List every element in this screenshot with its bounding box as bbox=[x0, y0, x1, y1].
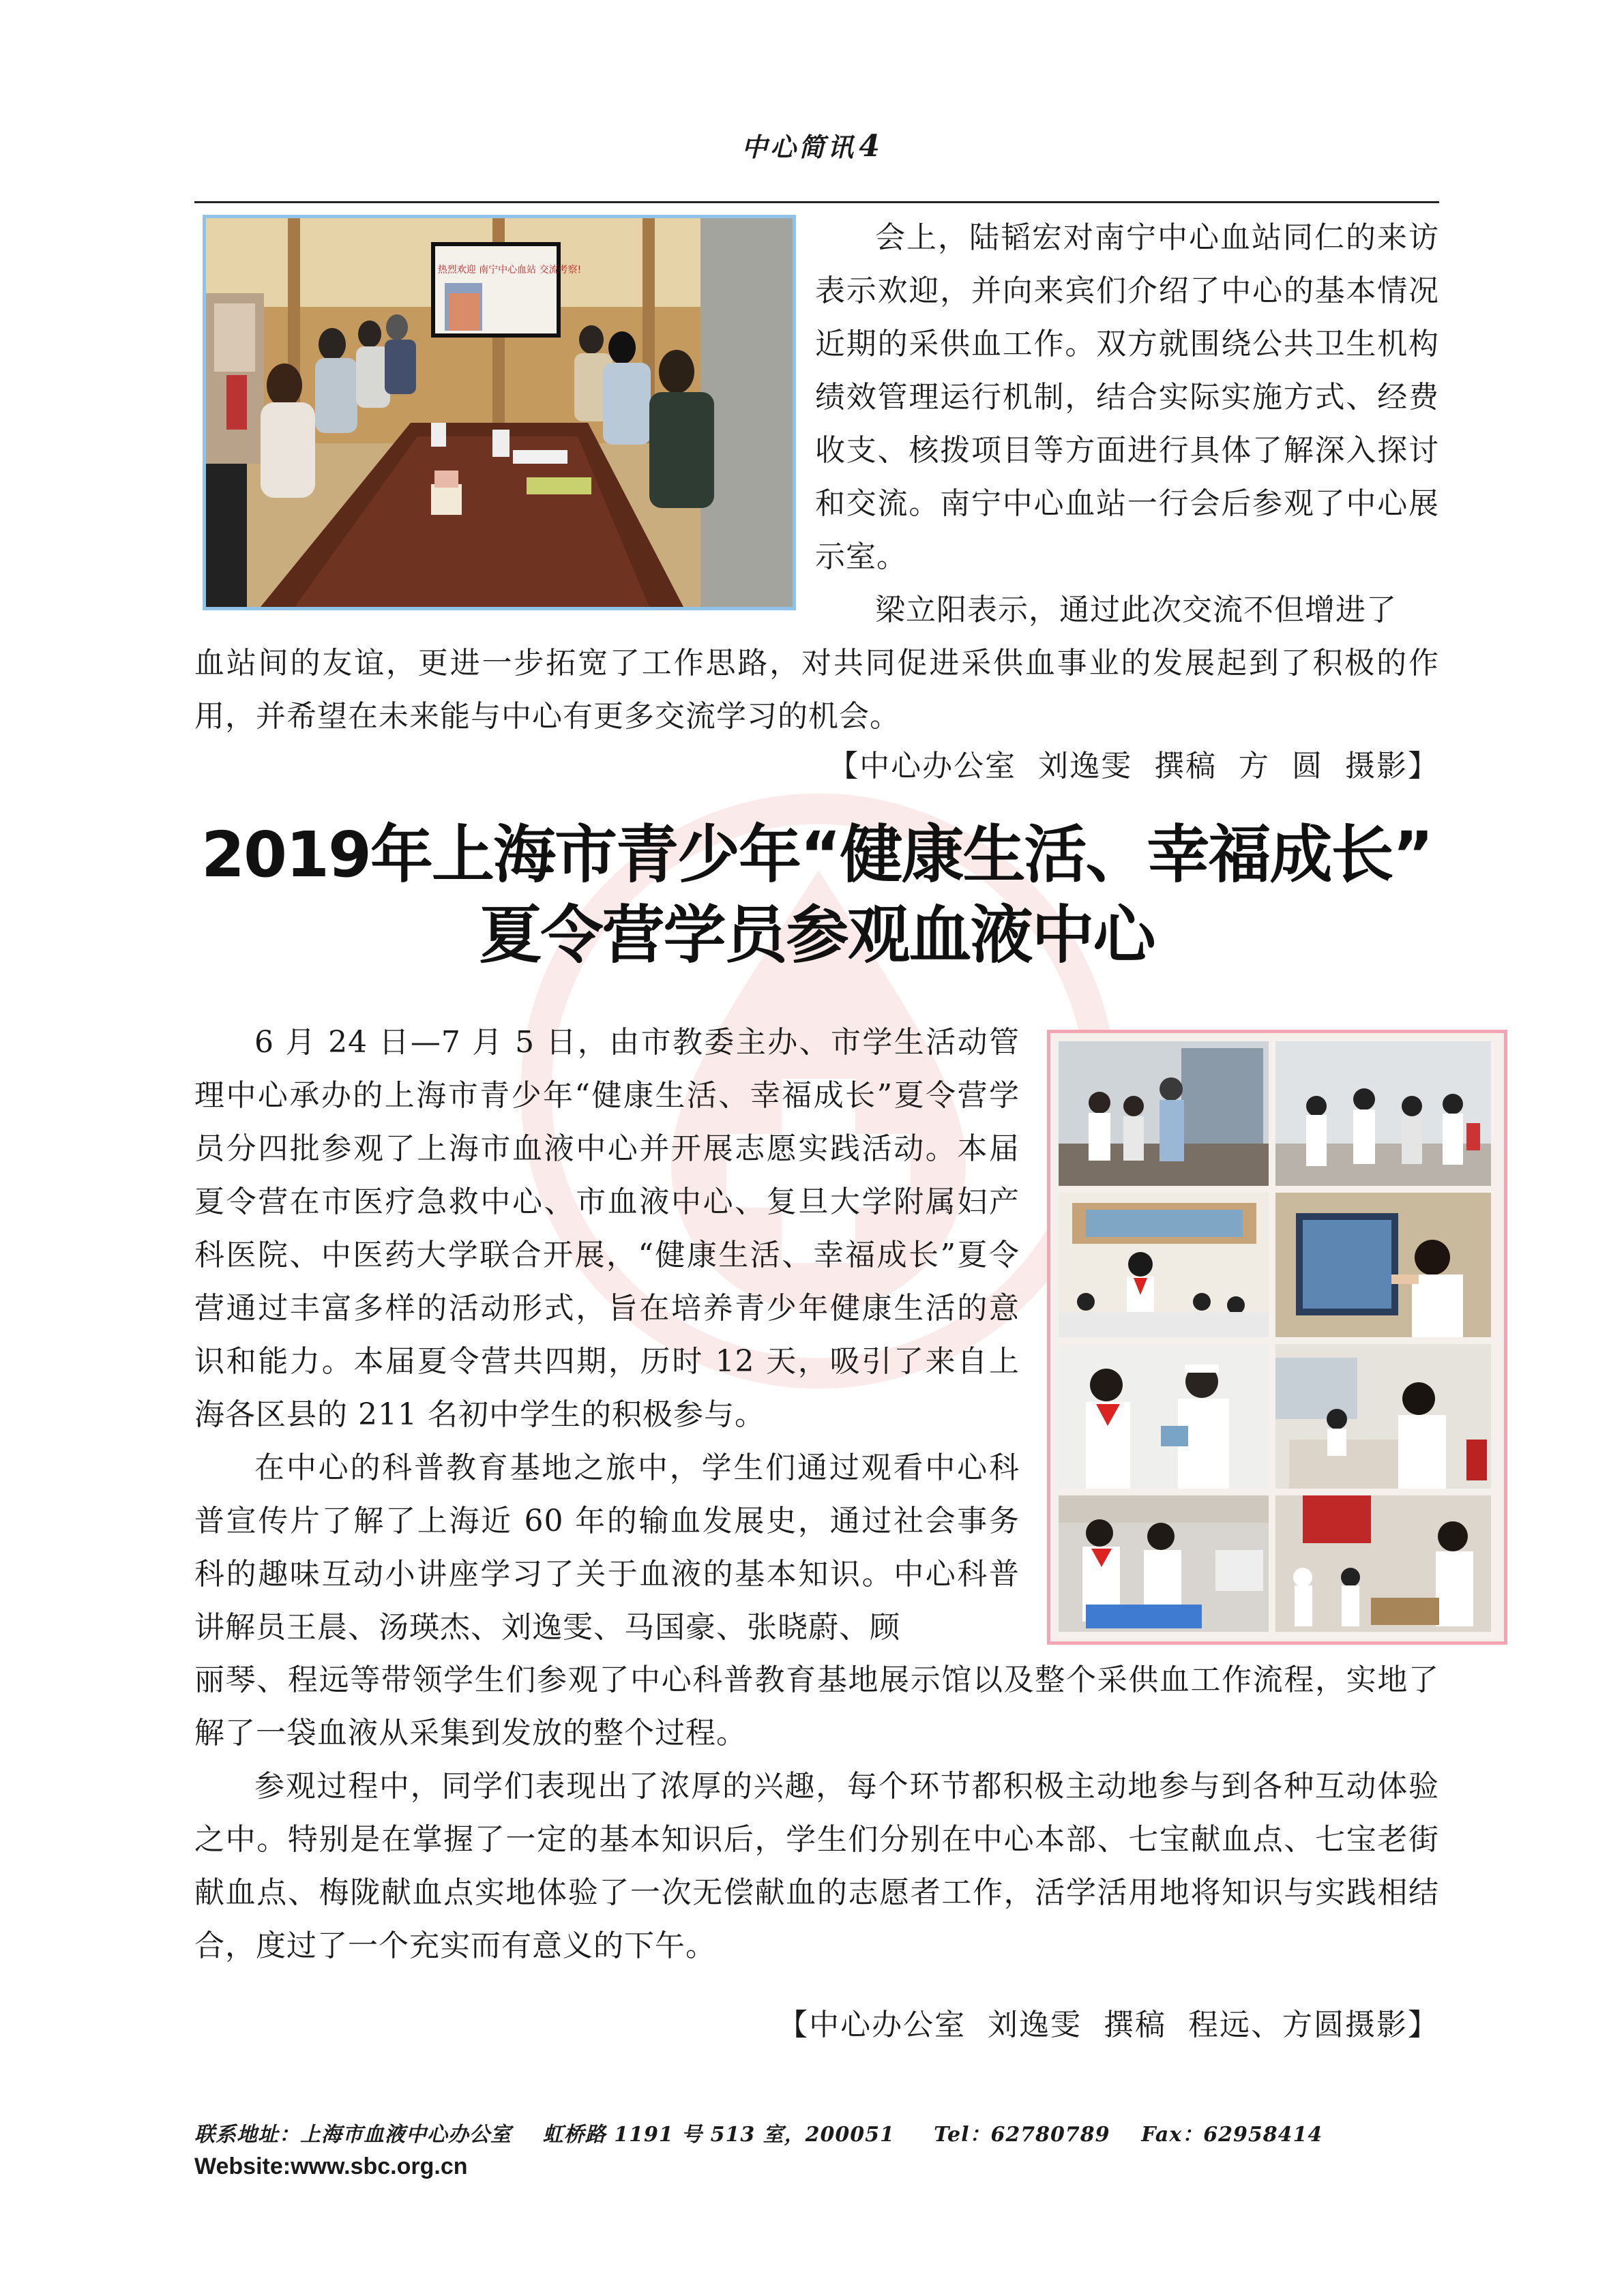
collage-photo-registration bbox=[1275, 1344, 1491, 1489]
collage-photo-volunteer bbox=[1059, 1344, 1269, 1489]
article2-byline: 【中心办公室 刘逸雯 撰稿 程远、方圆摄影】 bbox=[778, 2008, 1439, 2042]
article2-paragraph2: 丽琴、程远等带领学生们参观了中心科普教育基地展示馆以及整个采供血工作流程，实地了解了一袋血液从采集到发放的整个过程。 bbox=[194, 1663, 1439, 1750]
header-divider bbox=[194, 201, 1439, 203]
newsletter-header bbox=[0, 126, 1624, 164]
article1-paragraph2-start: 梁立阳表示，通过此次交流不但增进了 bbox=[875, 593, 1397, 627]
screen-banner-text: 热烈欢迎 南宁中心血站 交流考察! bbox=[437, 265, 582, 275]
article2-paragraph1: 6 月 24 日—7 月 5 日，由市教委主办、市学生活动管理中心承办的上海市青少年“健康生活、幸福成长”夏令营学员分四批参观了上海市血液中心并开展志愿实践活动。本届夏令营在市医疗急救中心、市血液中心、复旦大学附属妇产科医院、中医药大学联合开展，“健康生活、幸福成长”夏令营通过丰富多样的活动形式，旨在培养青少年健康生活的意识和能力。本届夏令营共四期，历时 12 天，吸引了来自上海各区县的 211 名初中学生的积极参与。 bbox=[194, 1025, 1020, 1432]
collage-photo-packing bbox=[1059, 1495, 1269, 1632]
footer-contact: 联系地址：上海市血液中心办公室 虹桥路 1191 号 513 室，200051 Tel：62780789 Fax：62958414 bbox=[194, 2123, 1323, 2147]
article2-paragraph3: 参观过程中，同学们表现出了浓厚的兴趣，每个环节都积极主动地参与到各种互动体验之中。特别是在掌握了一定的基本知识后，学生们分别在中心本部、七宝献血点、七宝老街献血点、梅陇献血点实地体验了一次无偿献血的志愿者工作，活学活用地将知识与实践相结合，度过了一个充实而有意义的下午。 bbox=[194, 1769, 1439, 1963]
collage-photo-screen bbox=[1275, 1193, 1491, 1337]
article2-title-line2: 夏令营学员参观血液中心 bbox=[479, 899, 1155, 972]
article1-paragraph2: 血站间的友谊，更进一步拓宽了工作思路，对共同促进采供血事业的发展起到了积极的作用，并希望在未来能与中心有更多交流学习的机会。 bbox=[194, 646, 1439, 734]
article2-lower-block bbox=[194, 1654, 1439, 1973]
meeting-photo bbox=[203, 215, 796, 610]
article2-paragraph2-start: 在中心的科普教育基地之旅中，学生们通过观看中心科普宣传片了解了上海近 60 年的输血发展史，通过社会事务科的趣味互动小讲座学习了关于血液的基本知识。中心科普讲解员王晨、汤瑛杰、刘逸雯、马国豪、张晓蔚、顾 bbox=[194, 1450, 1020, 1645]
article1-paragraph2-block bbox=[194, 637, 1439, 743]
article2-title-line1: 2019年上海市青少年“健康生活、幸福成长” bbox=[201, 818, 1432, 891]
summer-camp-photo-collage bbox=[1047, 1030, 1507, 1645]
article1-byline: 【中心办公室 刘逸雯 撰稿 方 圆 摄影】 bbox=[828, 749, 1439, 784]
collage-photo-group bbox=[1275, 1041, 1491, 1186]
collage-photo-lecture bbox=[1059, 1193, 1269, 1337]
collage-photo-donation-point bbox=[1275, 1495, 1491, 1632]
newsletter-name: 中心简讯 bbox=[741, 132, 857, 162]
article1-paragraph1-block bbox=[815, 211, 1439, 637]
collage-photo-exhibition bbox=[1059, 1041, 1269, 1186]
page-number: 4 bbox=[859, 129, 883, 164]
article2-paragraph-block bbox=[194, 1016, 1020, 1654]
footer-website[interactable]: Website:www.sbc.org.cn bbox=[194, 2153, 468, 2179]
article2-title bbox=[194, 815, 1439, 976]
article1-paragraph1: 会上，陆韬宏对南宁中心血站同仁的来访表示欢迎，并向来宾们介绍了中心的基本情况近期的采供血工作。双方就围绕公共卫生机构绩效管理运行机制，结合实际实施方式、经费收支、核拨项目等方面进行具体了解深入探讨和交流。南宁中心血站一行会后参观了中心展示室。 bbox=[815, 220, 1439, 574]
